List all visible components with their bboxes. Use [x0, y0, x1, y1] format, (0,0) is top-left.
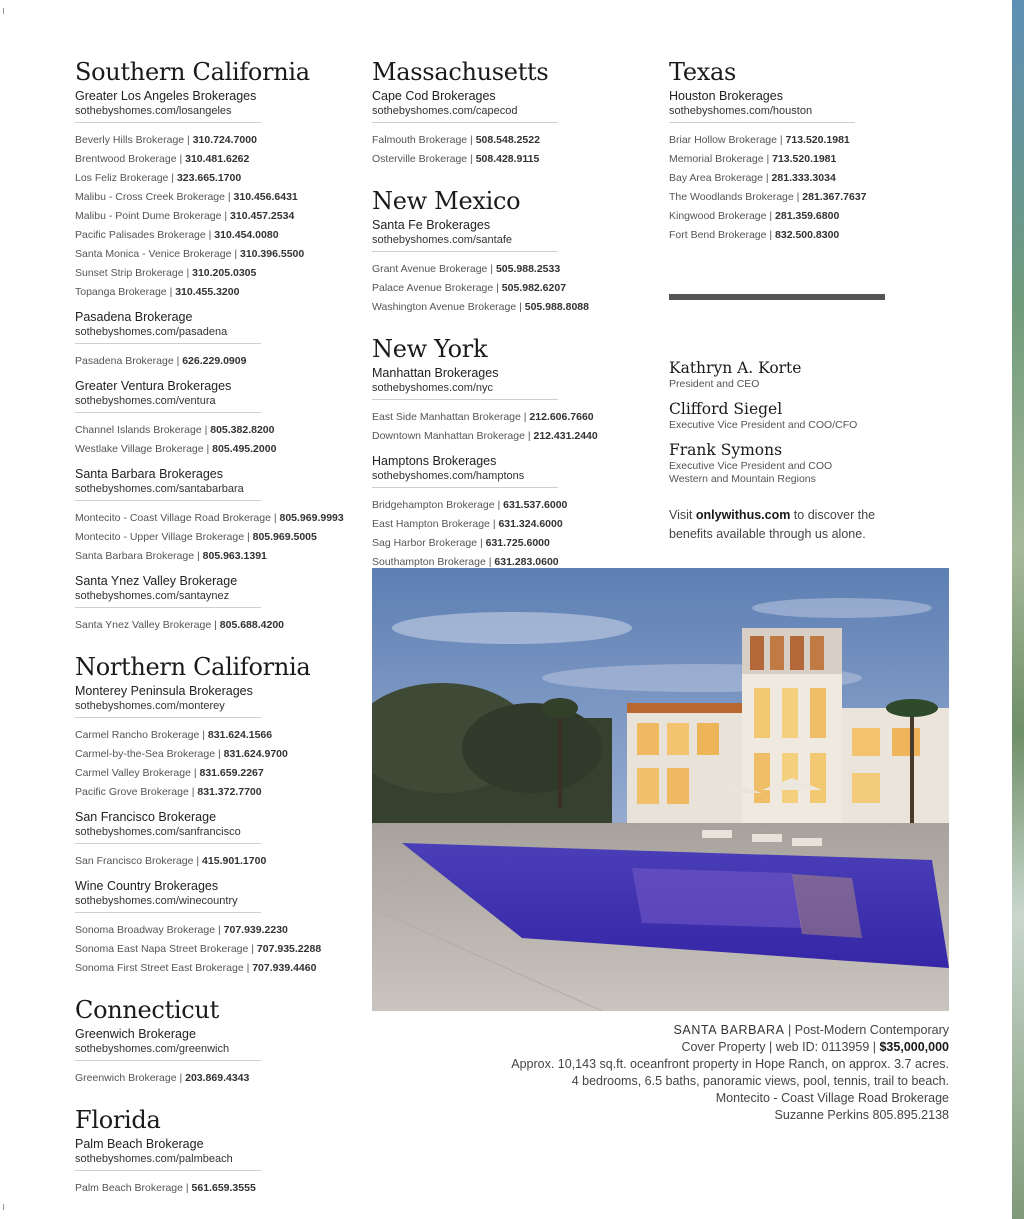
divider-rule: [75, 607, 261, 608]
state-heading: New Mexico: [372, 187, 521, 215]
office-row: [669, 169, 959, 188]
office-name: Sonoma Broadway Brokerage: [75, 924, 216, 936]
group-url-link[interactable]: sothebyshomes.com/monterey: [75, 700, 225, 712]
office-name: Falmouth Brokerage: [372, 134, 468, 146]
executive: [669, 440, 959, 486]
office-name: Downtown Manhattan Brokerage: [372, 430, 525, 442]
group-url-link[interactable]: sothebyshomes.com/santabarbara: [75, 483, 244, 495]
group-url-link[interactable]: sothebyshomes.com/greenwich: [75, 1043, 230, 1055]
separator: |: [215, 924, 224, 936]
divider-rule: [75, 1170, 261, 1171]
visit-note: Visit onlywithus.com to discover the benefits available through us alone.: [669, 508, 876, 541]
executive-title: Executive Vice President and COO/CFO: [669, 419, 858, 431]
office-name: Sonoma East Napa Street Brokerage: [75, 943, 249, 955]
group-title: Hamptons Brokerages: [372, 454, 497, 468]
office-row: [372, 150, 662, 169]
office-row: [75, 921, 365, 940]
group-url-link[interactable]: sothebyshomes.com/houston: [669, 105, 813, 117]
separator: |: [190, 767, 200, 779]
office-phone: 310.205.0305: [192, 267, 257, 279]
executive-title: President and CEO: [669, 378, 760, 390]
office-row: [372, 515, 662, 534]
separator: |: [776, 134, 786, 146]
office-phone: 505.988.8088: [524, 301, 589, 313]
office-row: [75, 131, 365, 150]
office-row: [372, 279, 662, 298]
office-phone: 310.457.2534: [230, 210, 295, 222]
adjacent-page-photo-edge: [1012, 0, 1024, 1219]
office-name: Carmel Valley Brokerage: [75, 767, 191, 779]
office-name: Santa Monica - Venice Brokerage: [75, 248, 232, 260]
separator: |: [762, 172, 772, 184]
office-row: [75, 745, 365, 764]
group-title: Greater Los Angeles Brokerages: [75, 89, 257, 103]
office-row: [669, 188, 959, 207]
office-phone: 707.939.2230: [223, 924, 288, 936]
office-row: [75, 421, 365, 440]
brokerage-group: [372, 89, 662, 169]
office-phone: 323.665.1700: [176, 172, 242, 184]
office-name: Pasadena Brokerage: [75, 355, 174, 367]
separator: |: [493, 282, 502, 294]
group-title: Monterey Peninsula Brokerages: [75, 684, 253, 698]
state-heading: Florida: [75, 1106, 161, 1134]
office-row: [75, 264, 365, 283]
separator: |: [203, 443, 213, 455]
office-name: Pacific Palisades Brokerage: [75, 229, 206, 241]
group-url-link[interactable]: sothebyshomes.com/pasadena: [75, 326, 228, 338]
office-row: [372, 131, 662, 150]
office-row: [75, 283, 365, 302]
executive-name: Frank Symons: [669, 441, 783, 459]
office-row: [669, 131, 959, 150]
office-phone: 415.901.1700: [202, 855, 267, 867]
brokerage-group: [75, 310, 365, 371]
caption-line-2: Cover Property | web ID: 0113959 | $35,000,000: [681, 1040, 949, 1054]
group-title: Cape Cod Brokerages: [372, 89, 496, 103]
divider-rule: [75, 717, 261, 718]
office-phone: 831.624.9700: [223, 748, 288, 760]
separator: |: [194, 550, 203, 562]
office-phone: 508.548.2522: [475, 134, 540, 146]
brokerage-group: [75, 879, 365, 978]
office-name: East Hampton Brokerage: [372, 518, 490, 530]
caption-line-6: Suzanne Perkins 805.895.2138: [774, 1108, 949, 1122]
separator: |: [487, 263, 496, 275]
office-name: Washington Avenue Brokerage: [372, 301, 517, 313]
separator: |: [231, 248, 240, 260]
group-title: Greenwich Brokerage: [75, 1027, 196, 1041]
group-title: Santa Ynez Valley Brokerage: [75, 574, 238, 588]
brokerage-group: [75, 379, 365, 459]
group-title: Houston Brokerages: [669, 89, 783, 103]
divider-rule: [75, 1060, 261, 1061]
separator: |: [205, 229, 215, 241]
separator: |: [763, 153, 773, 165]
state-heading: Massachusetts: [372, 58, 549, 86]
group-url-link[interactable]: sothebyshomes.com/santafe: [372, 234, 513, 246]
office-phone: 310.724.7000: [192, 134, 257, 146]
office-phone: 707.935.2288: [256, 943, 322, 955]
office-name: Palm Beach Brokerage: [75, 1182, 183, 1194]
office-phone: 832.500.8300: [775, 229, 840, 241]
office-phone: 626.229.0909: [182, 355, 247, 367]
separator: |: [524, 430, 534, 442]
group-url-link[interactable]: sothebyshomes.com/winecountry: [75, 895, 238, 907]
office-row: [75, 207, 365, 226]
office-phone: 212.431.2440: [533, 430, 598, 442]
office-phone: 310.454.0080: [214, 229, 279, 241]
office-row: [75, 616, 365, 635]
office-row: [75, 245, 365, 264]
office-row: [75, 547, 365, 566]
office-phone: 505.988.2533: [495, 263, 561, 275]
group-url-link[interactable]: sothebyshomes.com/hamptons: [372, 470, 525, 482]
office-row: [372, 534, 662, 553]
office-row: [75, 150, 365, 169]
office-phone: 631.283.0600: [494, 556, 559, 568]
property-photo: [372, 568, 949, 1011]
office-phone: 831.624.1566: [207, 729, 273, 741]
separator: |: [199, 729, 208, 741]
office-name: Malibu - Cross Creek Brokerage: [75, 191, 225, 203]
office-row: [75, 1179, 365, 1198]
separator: |: [193, 855, 203, 867]
office-row: [75, 440, 365, 459]
office-phone: 561.659.3555: [191, 1182, 256, 1194]
office-phone: 831.372.7700: [197, 786, 262, 798]
office-row: [669, 150, 959, 169]
executive-name: Kathryn A. Korte: [669, 359, 802, 377]
office-row: [75, 726, 365, 745]
separator: |: [467, 134, 476, 146]
photo-caption: [440, 1022, 949, 1124]
brokerage-group: [75, 574, 365, 635]
office-phone: 281.367.7637: [802, 191, 867, 203]
state-heading: New York: [372, 335, 488, 363]
office-name: Pacific Grove Brokerage: [75, 786, 189, 798]
separator: |: [176, 153, 186, 165]
group-url-link[interactable]: sothebyshomes.com/ventura: [75, 395, 216, 407]
group-url-link[interactable]: sothebyshomes.com/capecod: [372, 105, 518, 117]
office-phone: 631.537.6000: [503, 499, 568, 511]
group-url-link[interactable]: sothebyshomes.com/palmbeach: [75, 1153, 233, 1165]
group-title: Pasadena Brokerage: [75, 310, 193, 324]
office-name: Carmel-by-the-Sea Brokerage: [75, 748, 216, 760]
office-row: [75, 169, 365, 188]
office-row: [75, 528, 365, 547]
office-row: [75, 959, 365, 978]
office-phone: 805.963.1391: [202, 550, 267, 562]
separator: |: [793, 191, 803, 203]
office-phone: 505.982.6207: [501, 282, 567, 294]
divider-bar: [669, 294, 885, 300]
office-name: Bridgehampton Brokerage: [372, 499, 495, 511]
group-title: San Francisco Brokerage: [75, 810, 217, 824]
divider-rule: [75, 912, 261, 913]
office-name: Malibu - Point Dume Brokerage: [75, 210, 222, 222]
office-name: Kingwood Brokerage: [669, 210, 767, 222]
office-name: Palace Avenue Brokerage: [372, 282, 494, 294]
separator: |: [467, 153, 476, 165]
state-heading: Connecticut: [75, 996, 219, 1024]
separator: |: [188, 786, 198, 798]
separator: |: [166, 286, 176, 298]
divider-rule: [372, 122, 558, 123]
office-row: [372, 427, 662, 446]
separator: |: [520, 411, 530, 423]
caption-line-5: Montecito - Coast Village Road Brokerage: [715, 1091, 949, 1105]
brokerage-group: [75, 1027, 365, 1088]
divider-rule: [75, 500, 261, 501]
caption-line-4: 4 bedrooms, 6.5 baths, panoramic views, pool, tennis, trail to beach.: [571, 1074, 949, 1088]
office-phone: 508.428.9115: [475, 153, 540, 165]
separator: |: [516, 301, 525, 313]
caption-line-1: SANTA BARBARA | Post-Modern Contemporary: [673, 1023, 949, 1037]
office-name: Santa Ynez Valley Brokerage: [75, 619, 212, 631]
brokerage-group: [669, 89, 959, 245]
office-name: Channel Islands Brokerage: [75, 424, 202, 436]
brokerage-group: [372, 366, 662, 446]
office-phone: 805.969.5005: [252, 531, 317, 543]
office-phone: 212.606.7660: [529, 411, 594, 423]
separator: |: [243, 962, 253, 974]
group-title: Santa Barbara Brokerages: [75, 467, 224, 481]
office-row: [75, 226, 365, 245]
office-phone: 713.520.1981: [785, 134, 850, 146]
office-phone: 281.359.6800: [775, 210, 840, 222]
divider-rule: [75, 343, 261, 344]
separator: |: [183, 267, 193, 279]
price: $35,000,000: [879, 1040, 949, 1054]
executive-name: Clifford Siegel: [669, 400, 783, 418]
office-name: Sunset Strip Brokerage: [75, 267, 184, 279]
brokerage-group: [75, 89, 365, 302]
brokerage-group: [372, 454, 662, 572]
separator: |: [244, 531, 253, 543]
group-url-link[interactable]: sothebyshomes.com/santaynez: [75, 590, 230, 602]
divider-rule: [669, 122, 855, 123]
office-phone: 707.939.4460: [252, 962, 317, 974]
group-title: Wine Country Brokerages: [75, 879, 219, 893]
office-phone: 831.659.2267: [199, 767, 264, 779]
office-name: The Woodlands Brokerage: [669, 191, 794, 203]
separator: |: [766, 229, 776, 241]
office-row: [75, 783, 365, 802]
separator: |: [485, 556, 495, 568]
brokerage-group: [75, 467, 365, 566]
divider-rule: [75, 412, 261, 413]
crop-mark-top: [3, 8, 4, 14]
separator: |: [224, 191, 234, 203]
group-title: Santa Fe Brokerages: [372, 218, 491, 232]
office-name: Beverly Hills Brokerage: [75, 134, 185, 146]
executives-list: [669, 358, 959, 486]
executive: [669, 358, 959, 391]
office-row: [75, 852, 365, 871]
office-phone: 310.455.3200: [175, 286, 240, 298]
separator: |: [221, 210, 231, 222]
office-phone: 281.333.3034: [771, 172, 836, 184]
separator: |: [215, 748, 224, 760]
separator: |: [201, 424, 211, 436]
office-phone: 805.969.9993: [279, 512, 344, 524]
office-phone: 203.869.4343: [185, 1072, 250, 1084]
office-row: [75, 940, 365, 959]
separator: |: [184, 134, 193, 146]
office-name: East Side Manhattan Brokerage: [372, 411, 521, 423]
office-row: [75, 352, 365, 371]
separator: |: [489, 518, 499, 530]
office-row: [75, 1069, 365, 1088]
office-name: Montecito - Upper Village Brokerage: [75, 531, 245, 543]
office-phone: 805.382.8200: [210, 424, 275, 436]
state-heading: Southern California: [75, 58, 310, 86]
office-name: Bay Area Brokerage: [669, 172, 763, 184]
separator: |: [176, 1072, 186, 1084]
group-url-link[interactable]: sothebyshomes.com/nyc: [372, 382, 494, 394]
office-name: San Francisco Brokerage: [75, 855, 194, 867]
executive-title: Executive Vice President and COO Western and Mountain Regions: [669, 460, 833, 485]
brokerage-group: [75, 684, 365, 802]
office-name: Montecito - Coast Village Road Brokerage: [75, 512, 271, 524]
office-row: [372, 260, 662, 279]
office-name: Brentwood Brokerage: [75, 153, 177, 165]
office-name: Santa Barbara Brokerage: [75, 550, 195, 562]
divider-rule: [75, 843, 261, 844]
office-name: Briar Hollow Brokerage: [669, 134, 777, 146]
separator: |: [173, 355, 183, 367]
caption-line-3: Approx. 10,143 sq.ft. oceanfront property in Hope Ranch, on approx. 3.7 acres.: [511, 1057, 949, 1071]
column-left: [75, 58, 365, 1198]
divider-rule: [372, 487, 558, 488]
office-phone: 631.725.6000: [485, 537, 550, 549]
office-phone: 805.495.2000: [212, 443, 277, 455]
separator: |: [477, 537, 486, 549]
column-right: [669, 58, 959, 544]
office-phone: 310.396.5500: [240, 248, 305, 260]
office-name: Greenwich Brokerage: [75, 1072, 177, 1084]
office-phone: 310.456.6431: [233, 191, 298, 203]
office-name: Osterville Brokerage: [372, 153, 468, 165]
separator: |: [494, 499, 504, 511]
separator: |: [168, 172, 177, 184]
group-title: Manhattan Brokerages: [372, 366, 499, 380]
office-name: Topanga Brokerage: [75, 286, 167, 298]
office-row: [669, 226, 959, 245]
column-middle: [372, 58, 662, 572]
office-phone: 631.324.6000: [498, 518, 563, 530]
texas-offices: [669, 58, 959, 245]
separator: |: [211, 619, 220, 631]
office-name: Southampton Brokerage: [372, 556, 486, 568]
separator: |: [182, 1182, 192, 1194]
group-url-link[interactable]: sothebyshomes.com/sanfrancisco: [75, 826, 241, 838]
office-row: [75, 509, 365, 528]
visit-link[interactable]: onlywithus.com: [695, 508, 791, 522]
state-heading: Texas: [669, 58, 737, 86]
office-name: Fort Bend Brokerage: [669, 229, 767, 241]
office-name: Sag Harbor Brokerage: [372, 537, 478, 549]
crop-mark-bottom: [3, 1204, 4, 1210]
office-row: [372, 496, 662, 515]
office-name: Los Feliz Brokerage: [75, 172, 169, 184]
divider-rule: [75, 122, 261, 123]
office-phone: 805.688.4200: [219, 619, 284, 631]
group-url-link[interactable]: sothebyshomes.com/losangeles: [75, 105, 232, 117]
office-name: Carmel Rancho Brokerage: [75, 729, 200, 741]
brokerage-group: [75, 1137, 365, 1198]
office-row: [372, 408, 662, 427]
office-name: Memorial Brokerage: [669, 153, 764, 165]
divider-rule: [372, 399, 558, 400]
office-row: [75, 764, 365, 783]
office-row: [372, 298, 662, 317]
brokerage-group: [75, 810, 365, 871]
separator: |: [270, 512, 280, 524]
separator: |: [248, 943, 257, 955]
brokerage-group: [372, 218, 662, 317]
separator: |: [766, 210, 776, 222]
group-title: Palm Beach Brokerage: [75, 1137, 204, 1151]
office-name: Sonoma First Street East Brokerage: [75, 962, 244, 974]
office-phone: 310.481.6262: [185, 153, 250, 165]
state-heading: Northern California: [75, 653, 311, 681]
office-name: Grant Avenue Brokerage: [372, 263, 488, 275]
divider-rule: [372, 251, 558, 252]
office-row: [75, 188, 365, 207]
executive: [669, 399, 959, 432]
office-row: [669, 207, 959, 226]
office-name: Westlake Village Brokerage: [75, 443, 204, 455]
office-phone: 713.520.1981: [772, 153, 837, 165]
group-title: Greater Ventura Brokerages: [75, 379, 232, 393]
